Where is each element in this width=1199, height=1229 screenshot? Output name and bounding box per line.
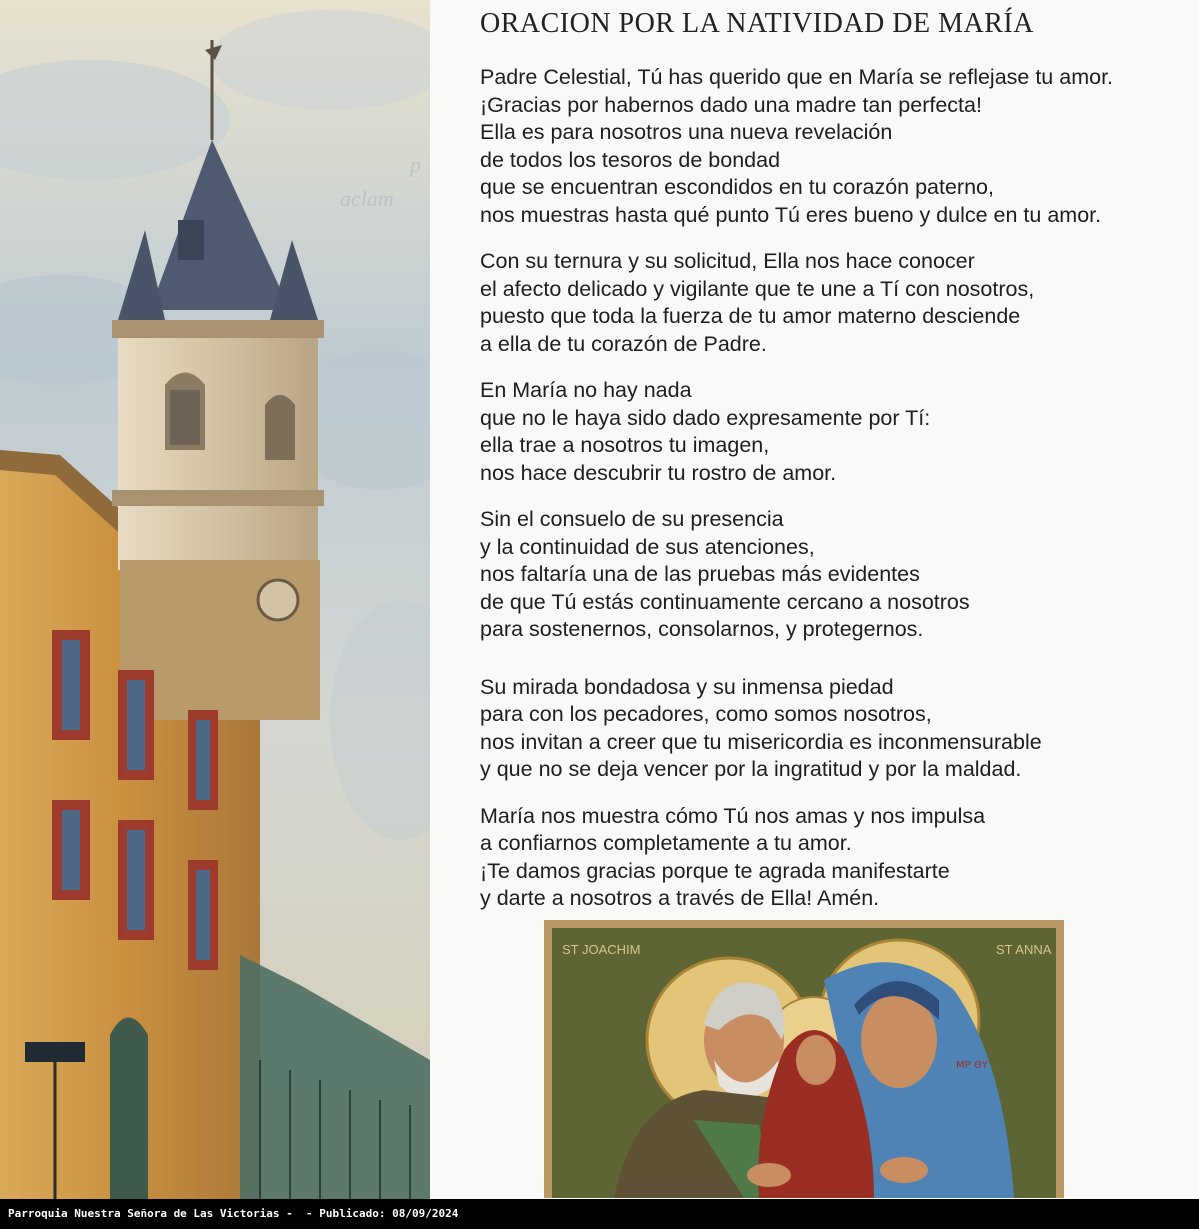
prayer-line: Con su ternura y su solicitud, Ella nos hace conocer	[480, 249, 975, 273]
icon-label-right: ST ANNA	[996, 942, 1052, 957]
prayer-stanza	[480, 64, 1195, 229]
faded-line: p	[410, 152, 421, 177]
saints-icon-image	[544, 920, 1064, 1198]
church-watercolor-illustration	[0, 0, 430, 1199]
prayer-line: a ella de tu corazón de Padre.	[480, 331, 767, 356]
footer-text: Parroquia Nuestra Señora de Las Victorias - - Publicado: 08/09/2024	[8, 1207, 459, 1220]
prayer-line: nos invitan a creer que tu misericordia es inconmensurable	[480, 729, 1042, 754]
prayer-line: ella trae a nosotros tu imagen,	[480, 433, 770, 457]
prayer-stanza	[480, 506, 1195, 644]
prayer-line: nos faltaría una de las pruebas más evidentes	[480, 562, 920, 586]
prayer-line: puesto que toda la fuerza de tu amor materno desciende	[480, 304, 1021, 328]
prayer-stanza	[480, 377, 1195, 487]
faded-background-text	[340, 148, 421, 216]
icon-monogram: ΜΡ ΘΥ	[956, 1060, 988, 1071]
prayer-line: Sin el consuelo de su presencia	[480, 507, 784, 531]
prayer-line: para sostenernos, consolarnos, y protegernos.	[480, 617, 924, 641]
prayer-line: de todos los tesoros de bondad	[480, 147, 781, 172]
footer-bar	[0, 1199, 1199, 1229]
prayer-line: ¡Te damos gracias porque te agrada manifestarte	[480, 858, 950, 883]
prayer-line: nos hace descubrir tu rostro de amor.	[480, 460, 837, 485]
prayer-line: y la continuidad de sus atenciones,	[480, 534, 815, 559]
faded-line: aclam	[340, 186, 394, 211]
prayer-line: En María no hay nada	[480, 378, 692, 402]
prayer-line: Ella es para nosotros una nueva revelación	[480, 120, 893, 144]
prayer-stanza	[480, 674, 1195, 784]
prayer-stanza	[480, 803, 1195, 913]
street-sign	[25, 1042, 85, 1062]
prayer-line: el afecto delicado y vigilante que te une a Tí con nosotros,	[480, 276, 1035, 301]
prayer-line: Padre Celestial, Tú has querido que en María se reflejase tu amor.	[480, 65, 1114, 89]
prayer-line: para con los pecadores, como somos nosotros,	[480, 702, 932, 726]
prayer-line: nos muestras hasta qué punto Tú eres bueno y dulce en tu amor.	[480, 202, 1102, 227]
prayer-line: y darte a nosotros a través de Ella! Amén.	[480, 886, 880, 910]
prayer-title: ORACION POR LA NATIVIDAD DE MARÍA	[480, 8, 1034, 39]
prayer-line: a confiarnos completamente a tu amor.	[480, 831, 852, 855]
prayer-stanza	[480, 248, 1195, 358]
prayer-body	[480, 64, 1195, 932]
icon-label-left: ST JOACHIM	[562, 942, 641, 957]
prayer-line: que no le haya sido dado expresamente por Tí:	[480, 405, 931, 430]
prayer-line: que se encuentran escondidos en tu corazón paterno,	[480, 175, 994, 199]
prayer-line: ¡Gracias por habernos dado una madre tan perfecta!	[480, 92, 982, 117]
saints-icon-drawing	[544, 920, 1064, 1198]
prayer-line: y que no se deja vencer por la ingratitud y por la maldad.	[480, 757, 1022, 781]
prayer-panel	[430, 0, 1199, 1199]
prayer-line: Su mirada bondadosa y su inmensa piedad	[480, 674, 894, 699]
prayer-line: María nos muestra cómo Tú nos amas y nos impulsa	[480, 803, 986, 828]
prayer-line: de que Tú estás continuamente cercano a nosotros	[480, 589, 970, 614]
